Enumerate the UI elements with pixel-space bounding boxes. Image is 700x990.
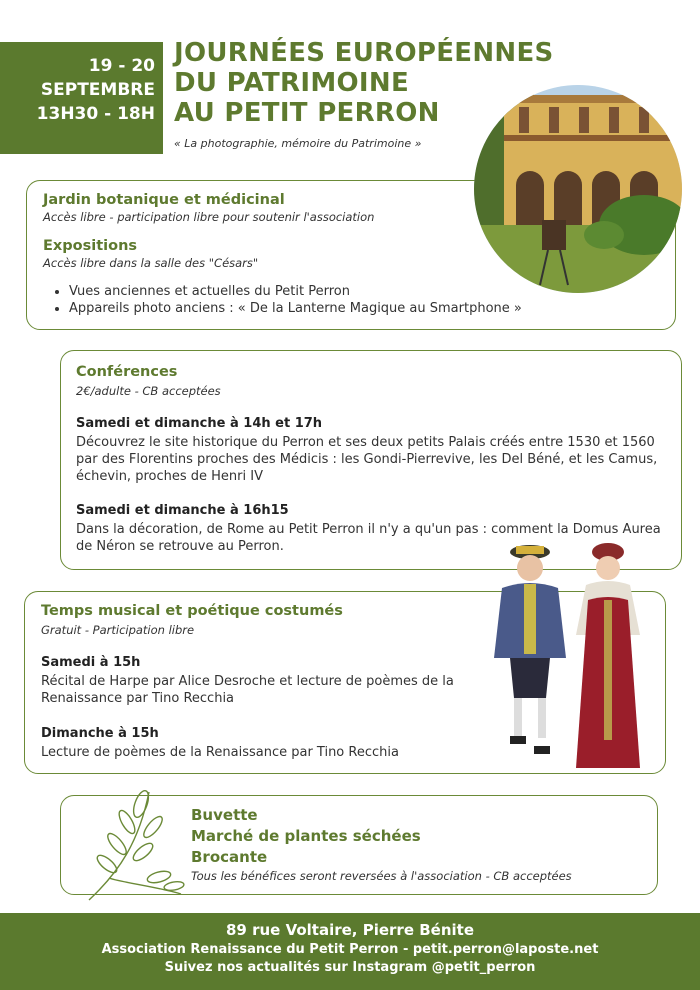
title-line-1: JOURNÉES EUROPÉENNES (174, 38, 554, 68)
list-item: • Appareils photo anciens : « De la Lanterne Magique au Smartphone » (69, 300, 522, 317)
date-hours: 13H30 - 18H (36, 104, 155, 124)
saturday-text: Récital de Harpe par Alice Desroche et lecture de poèmes de la Renaissance par Tino Recchia (41, 674, 454, 706)
date-days: 19 - 20 (88, 56, 155, 76)
footer-association: Association Renaissance du Petit Perron - petit.perron@laposte.net (101, 942, 599, 957)
list-item: • Vues anciennes et actuelles du Petit Perron (69, 283, 522, 300)
extras-plant-market: Marché de plantes séchées (191, 827, 421, 845)
conferences-title: Conférences (76, 364, 178, 380)
sunday-title: Dimanche à 15h (41, 726, 159, 741)
exhibits-list (43, 283, 522, 317)
saturday-title: Samedi à 15h (41, 655, 141, 670)
extras-buvette: Buvette (191, 806, 258, 824)
conferences-box (60, 350, 682, 570)
leaf-branch-icon (79, 782, 189, 910)
page-subtitle: « La photographie, mémoire du Patrimoine » (174, 137, 422, 150)
extras-box (60, 795, 658, 895)
page-title (174, 38, 554, 128)
session1-title: Samedi et dimanche à 14h et 17h (76, 416, 323, 431)
footer-instagram: Suivez nos actualités sur Instagram @petit_perron (164, 960, 536, 975)
title-line-2: DU PATRIMOINE (174, 68, 410, 98)
title-line-3: AU PETIT PERRON (174, 98, 440, 128)
exhibits-subtitle: Accès libre dans la salle des "Césars" (43, 256, 259, 270)
sunday-text: Lecture de poèmes de la Renaissance par Tino Recchia (41, 745, 399, 760)
music-subtitle: Gratuit - Participation libre (41, 623, 195, 637)
session2-text: Dans la décoration, de Rome au Petit Perron il n'y a qu'un pas : comment la Domus Aurea de Néron se retrouve au Perron. (76, 522, 661, 554)
date-banner (0, 42, 163, 154)
date-month: SEPTEMBRE (40, 80, 155, 100)
session1-text: Découvrez le site historique du Perron et ses deux petits Palais créés entre 1530 et 1560 par des Florentins proches des Médicis : les Gondi-Pierrevive, les Del Béné, et les Camus, échevin, proches de Henri IV (76, 435, 658, 484)
footer-address: 89 rue Voltaire, Pierre Bénite (226, 921, 474, 939)
session2-title: Samedi et dimanche à 16h15 (76, 503, 289, 518)
costumed-performers-photo (480, 540, 660, 775)
exhibits-title: Expositions (43, 238, 138, 254)
garden-title: Jardin botanique et médicinal (43, 192, 285, 208)
extras-note: Tous les bénéfices seront reversées à l'association - CB acceptées (191, 869, 572, 883)
palace-photo (474, 85, 682, 293)
garden-subtitle: Accès libre - participation libre pour soutenir l'association (43, 210, 375, 224)
extras-brocante: Brocante (191, 848, 268, 866)
conferences-subtitle: 2€/adulte - CB acceptées (76, 384, 221, 398)
music-title: Temps musical et poétique costumés (41, 603, 343, 619)
footer-banner (0, 913, 700, 990)
